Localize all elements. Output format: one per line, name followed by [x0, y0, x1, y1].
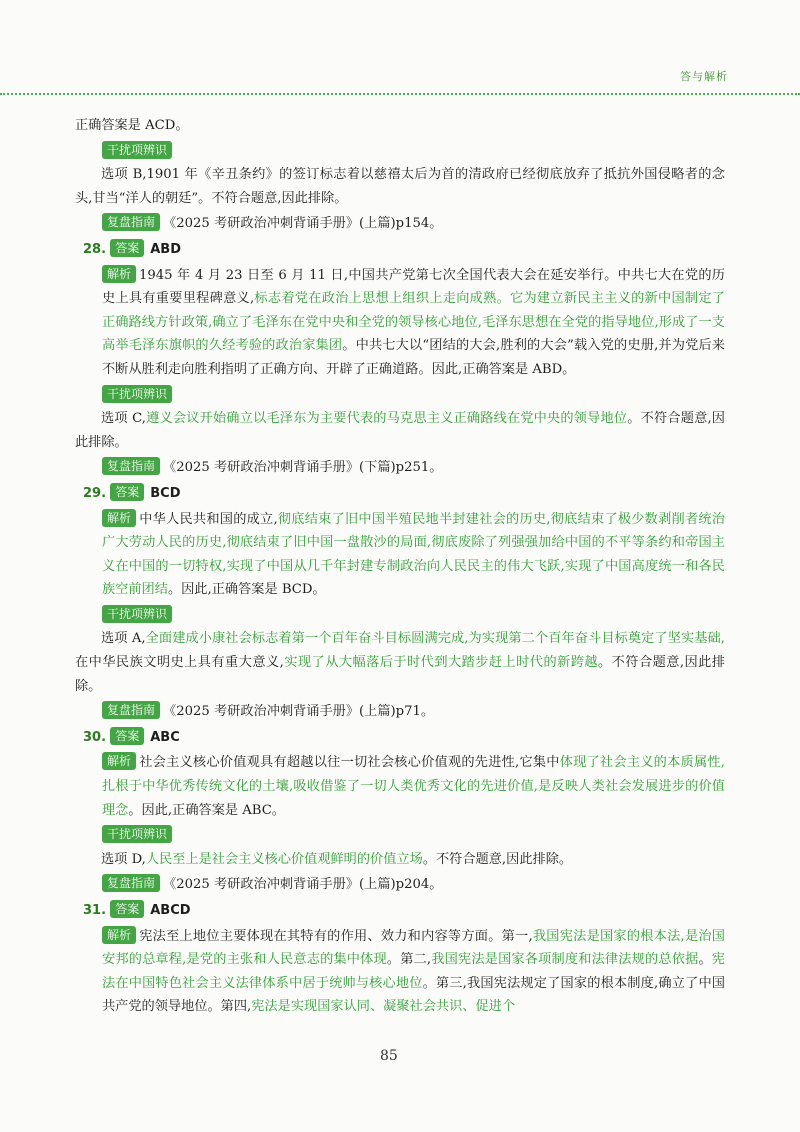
distractor-text: 选项 C,遵义会议开始确立以毛泽东为主要代表的马克思主义正确路线在党中央的领导地位。不符合题意,因此排除。: [75, 411, 725, 450]
answer-text: 正确答案是 ACD。: [75, 118, 189, 133]
distractor-tag: 干扰项辨识: [102, 385, 172, 403]
distractor-heading: [75, 384, 725, 408]
question-31-analysis: 解析 宪法至上地位主要体现在其特有的作用、效力和内容等方面。第一,我国宪法是国家的根本法,是治国安邦的总章程,是党的主张和人民意志的集中体现。第二,我国宪法是国家各项制度和法律法规的总依据。宪法在中国特色社会主义法律体系中居于统帅与核心地位。第三,我国宪法规定了国家的根本制度,确立了中国共产党的领导地位。第四,宪法是实现国家认同、凝聚社会共识、促进个: [102, 927, 725, 1015]
question-31-answer: 31. 答案 ABCD: [83, 902, 191, 918]
distractor-text: 选项 A,全面建成小康社会标志着第一个百年奋斗目标圆满完成,为实现第二个百年奋斗目标奠定了坚实基础,在中华民族文明史上具有重大意义,实现了从大幅落后于时代到大踏步赶上时代的新跨越。不符合题意,因此排除。: [75, 631, 725, 694]
distractor-heading: [75, 604, 725, 628]
analysis-tag: 解析: [102, 509, 136, 527]
review-guide: 复盘指南 《2025 考研政治冲刺背诵手册》(上篇)p204。: [75, 873, 725, 897]
analysis-tag: 解析: [102, 926, 136, 944]
question-29-analysis: 解析 中华人民共和国的成立,彻底结束了旧中国半殖民地半封建社会的历史,彻底结束了极少数剥削者统治广大劳动人民的历史,彻底结束了旧中国一盘散沙的局面,彻底废除了列强强加给中国的不平等条约和帝国主义在中国的一切特权,实现了中国从几千年封建专制政治向人民民主的伟大飞跃,实现了中国高度统一和各民族空前团结。因此,正确答案是 BCD。: [102, 510, 725, 598]
review-tag: 复盘指南: [102, 213, 160, 231]
review-guide: 复盘指南 《2025 考研政治冲刺背诵手册》(上篇)p71。: [75, 700, 725, 724]
page-number: 85: [380, 1048, 398, 1064]
review-tag: 复盘指南: [102, 874, 160, 892]
distractor-heading: [75, 140, 725, 164]
header-dotted-divider: [0, 93, 800, 95]
distractor-text: 选项 B,1901 年《辛丑条约》的签订标志着以慈禧太后为首的清政府已经彻底放弃了抵抗外国侵略者的念头,甘当“洋人的朝廷”。不符合题意,因此排除。: [75, 167, 725, 206]
distractor-heading: [75, 824, 725, 848]
question-29-answer: 29. 答案 BCD: [83, 484, 181, 501]
review-guide: 复盘指南 《2025 考研政治冲刺背诵手册》(下篇)p251。: [75, 456, 725, 480]
question-30-analysis: 解析 社会主义核心价值观具有超越以往一切社会核心价值观的先进性,它集中体现了社会主义的本质属性,扎根于中华优秀传统文化的土壤,吸收借鉴了一切人类优秀文化的先进价值,是反映人类社会发展进步的价值理念。因此,正确答案是 ABC。: [102, 754, 725, 818]
section-header-label: 答与解析: [680, 70, 728, 83]
review-tag: 复盘指南: [102, 701, 160, 719]
answer-content: [75, 114, 725, 1019]
answer-tag: 答案: [110, 727, 144, 745]
distractor-tag: 干扰项辨识: [102, 141, 172, 159]
distractor-tag: 干扰项辨识: [102, 825, 172, 843]
question-28-answer: 28. 答案 ABD: [83, 240, 182, 257]
question-30-answer: 30. 答案 ABC: [83, 728, 180, 745]
answer-tag: 答案: [110, 239, 144, 257]
analysis-tag: 解析: [102, 752, 136, 770]
analysis-tag: 解析: [102, 265, 136, 283]
review-guide: 复盘指南 《2025 考研政治冲刺背诵手册》(上篇)p154。: [75, 212, 725, 236]
distractor-tag: 干扰项辨识: [102, 605, 172, 623]
question-28-analysis: 解析 1945 年 4 月 23 日至 6 月 11 日,中国共产党第七次全国代表大会在延安举行。中共七大在党的历史上具有重要里程碑意义,标志着党在政治上思想上组织上走向成熟。它为建立新民主主义的新中国制定了正确路线方针政策,确立了毛泽东在党中央和全党的领导核心地位,毛泽东思想在全党的指导地位,形成了一支高举毛泽东旗帜的久经考验的政治家集团。中共七大以“团结的大会,胜利的大会”载入党的史册,并为党后来不断从胜利走向胜利指明了正确方向、开辟了正确道路。因此,正确答案是 ABD。: [102, 266, 725, 377]
distractor-text: 选项 D,人民至上是社会主义核心价值观鲜明的价值立场。不符合题意,因此排除。: [101, 851, 573, 867]
answer-tag: 答案: [110, 900, 144, 918]
answer-tag: 答案: [110, 483, 144, 501]
review-tag: 复盘指南: [102, 457, 160, 475]
